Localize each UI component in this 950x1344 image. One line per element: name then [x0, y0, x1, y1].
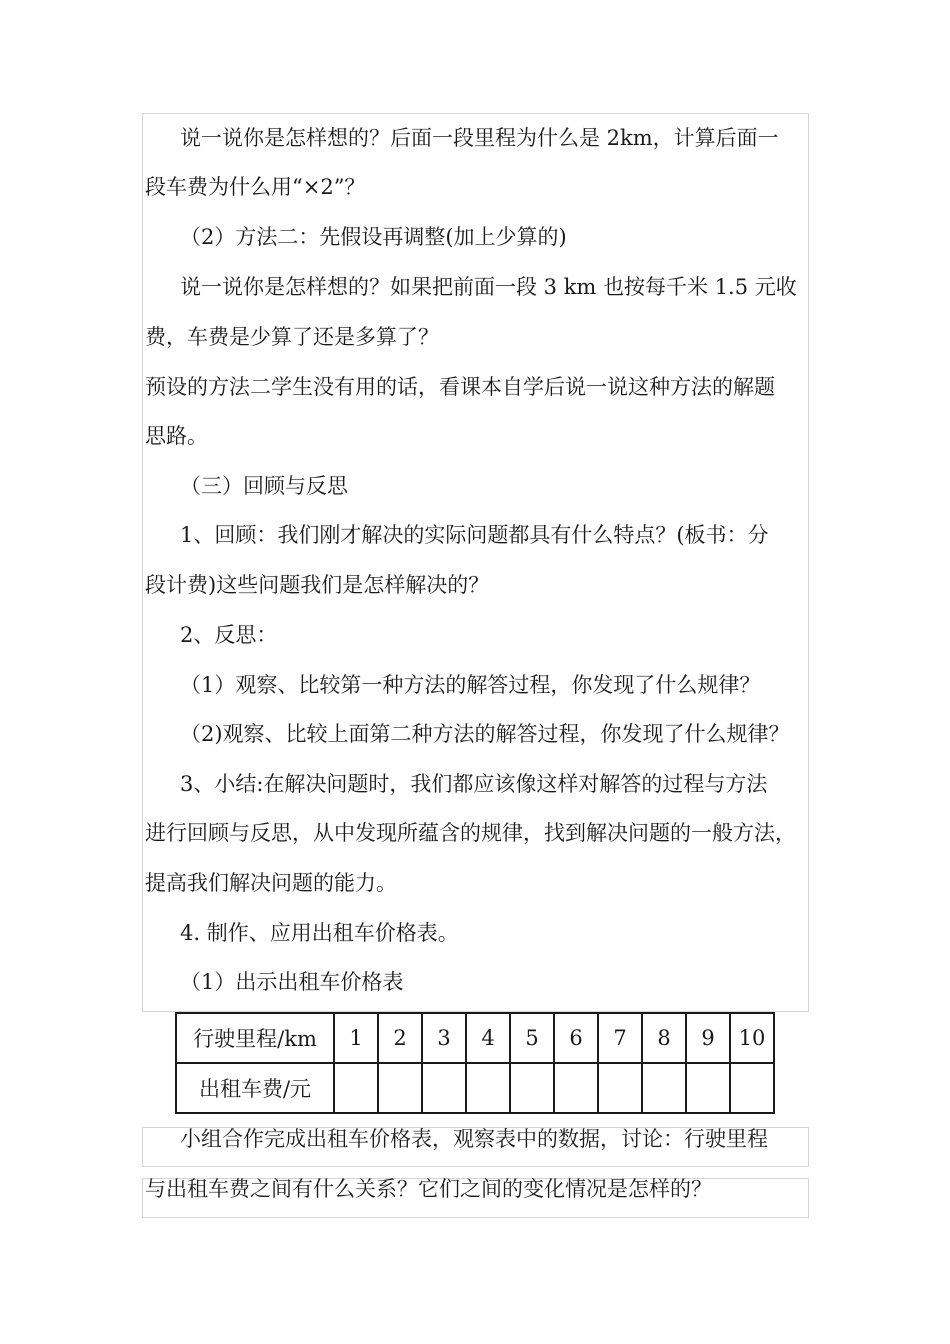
- paragraph-line: 说一说你是怎样想的？后面一段里程为什么是 2km，计算后面一: [180, 126, 779, 150]
- paragraph-line: 说一说你是怎样想的？如果把前面一段 3 km 也按每千米 1.5 元收: [180, 275, 797, 299]
- distance-cell: 4: [466, 1013, 510, 1063]
- distance-cell: 2: [378, 1013, 422, 1063]
- taxi-price-table: [175, 1012, 775, 1114]
- fare-cell: [510, 1063, 554, 1113]
- fare-cell: [598, 1063, 642, 1113]
- distance-cell: 5: [510, 1013, 554, 1063]
- paragraph-line: 段车费为什么用“×2”？: [145, 175, 366, 199]
- paragraph-line: 1、回顾：我们刚才解决的实际问题都具有什么特点？(板书：分: [180, 523, 769, 547]
- fare-cell: [730, 1063, 774, 1113]
- distance-cell: 3: [422, 1013, 466, 1063]
- paragraph-line: （1）出示出租车价格表: [180, 970, 404, 994]
- paragraph-line: 费，车费是少算了还是多算了？: [145, 325, 439, 349]
- fare-cell: [642, 1063, 686, 1113]
- distance-cell: 6: [554, 1013, 598, 1063]
- paragraph-line: 进行回顾与反思，从中发现所蕴含的规律，找到解决问题的一般方法，: [145, 821, 796, 845]
- fare-cell: [422, 1063, 466, 1113]
- distance-cell: 1: [334, 1013, 378, 1063]
- paragraph-line: 2、反思：: [180, 623, 278, 647]
- paragraph-line: 提高我们解决问题的能力。: [145, 871, 397, 895]
- paragraph-line: 3、小结:在解决问题时，我们都应该像这样对解答的过程与方法: [180, 772, 768, 796]
- paragraph-line: 与出租车费之间有什么关系？它们之间的变化情况是怎样的？: [145, 1177, 712, 1201]
- paragraph-line: 4. 制作、应用出租车价格表。: [180, 921, 459, 945]
- distance-cell: 8: [642, 1013, 686, 1063]
- section-heading: （三）回顾与反思: [180, 474, 348, 498]
- fare-cell: [554, 1063, 598, 1113]
- fare-cell: [466, 1063, 510, 1113]
- table-row: [176, 1013, 774, 1063]
- fare-cell: [378, 1063, 422, 1113]
- paragraph-line: （1）观察、比较第一种方法的解答过程，你发现了什么规律？: [180, 673, 761, 697]
- row-label-fare: 出租车费/元: [176, 1063, 334, 1113]
- distance-cell: 9: [686, 1013, 730, 1063]
- paragraph-line: 小组合作完成出租车价格表，观察表中的数据，讨论：行驶里程: [180, 1127, 768, 1151]
- paragraph-line: 预设的方法二学生没有用的话，看课本自学后说一说这种方法的解题: [145, 375, 775, 399]
- table-row: [176, 1063, 774, 1113]
- paragraph-line: （2)观察、比较上面第二种方法的解答过程，你发现了什么规律？: [180, 722, 790, 746]
- paragraph-line: （2）方法二：先假设再调整(加上少算的): [180, 225, 567, 249]
- paragraph-line: 段计费)这些问题我们是怎样解决的？: [145, 573, 490, 597]
- row-label-distance: 行驶里程/km: [176, 1013, 334, 1063]
- fare-cell: [334, 1063, 378, 1113]
- fare-cell: [686, 1063, 730, 1113]
- paragraph-line: 思路。: [145, 424, 208, 448]
- distance-cell: 10: [730, 1013, 774, 1063]
- distance-cell: 7: [598, 1013, 642, 1063]
